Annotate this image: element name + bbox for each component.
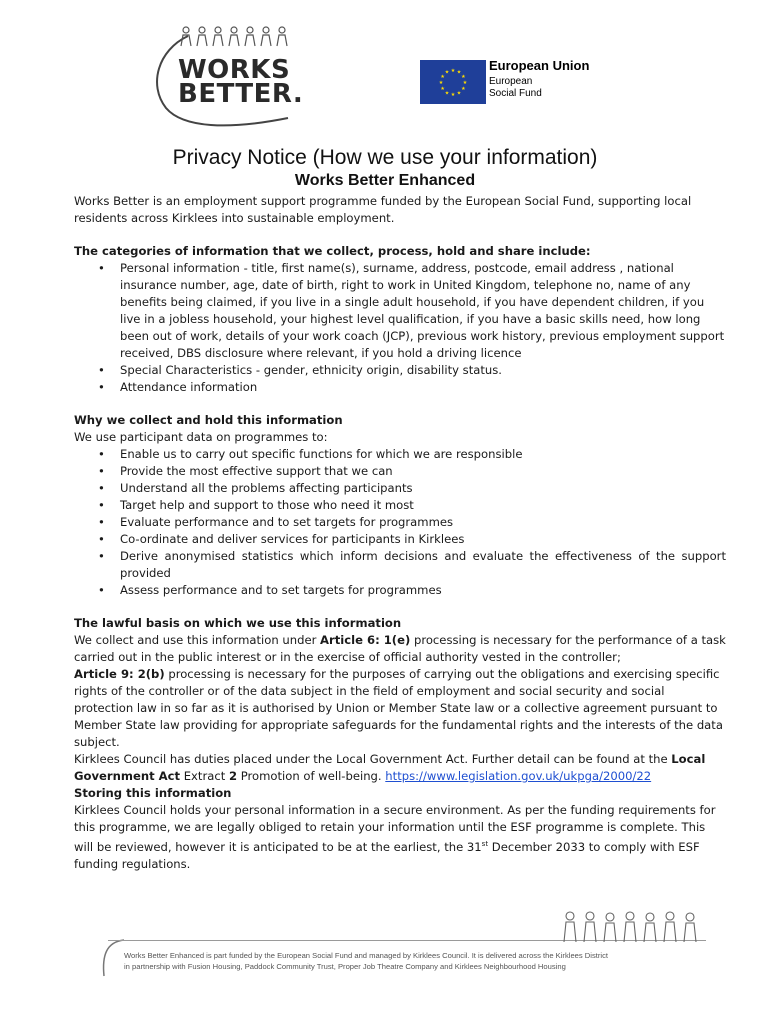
why-list (74, 446, 726, 599)
eu-social-fund-logo (420, 58, 620, 104)
footer-text: Works Better Enhanced is part funded by the European Social Fund and managed by Kirklees Council. It is delivered across the Kirklees District in partnership with Fusion Housing, Paddock Community Trust, Proper Job Theatre Company and Kirklees Neighbourhood Housing (124, 951, 608, 971)
eu-star-icon: ★ (461, 74, 466, 80)
list-item: • Target help and support to those who need it most (98, 498, 414, 512)
page-subtitle: Works Better Enhanced (294, 172, 476, 189)
lawful-heading: The lawful basis on which we use this information (74, 616, 402, 630)
eu-star-icon: ★ (440, 86, 445, 92)
eu-star-icon: ★ (462, 80, 468, 86)
list-item: • Assess performance and to set targets for programmes (98, 583, 442, 597)
eu-star-icon: ★ (444, 69, 450, 76)
list-item: • Provide the most effective support that we can (98, 464, 393, 478)
footer-people-icon (560, 910, 710, 944)
categories-list (74, 260, 726, 396)
eu-star-icon: ★ (461, 86, 466, 92)
notice-body (74, 193, 726, 873)
eu-star-icon: ★ (450, 68, 456, 74)
why-heading: Why we collect and hold this information (74, 413, 343, 427)
page-title: Privacy Notice (How we use your information) (172, 146, 598, 169)
works-better-logo (148, 22, 308, 130)
eu-fund-name: European Social Fund (489, 76, 542, 99)
people-silhouettes-icon (178, 26, 293, 48)
eu-flag-icon (420, 60, 486, 104)
list-item: • Personal information - title, first name(s), surname, address, postcode, email address , national insurance number, age, date of birth, right to work in United Kingdom, telephone no, name of any benefits being claimed, if you live in a single adult household, if you have dependent children, if you live in a jobless household, your highest level qualification, if you have a basic skills need, how long been out of work, details of your work coach (JCP), previous work history, previous employment support received, DBS disclosure where relevant, if you hold a driving licence (98, 261, 725, 360)
list-item: • Co-ordinate and deliver services for participants in Kirklees (98, 532, 465, 546)
lawful-paragraph-1: We collect and use this information under Article 6: 1(e) processing is necessary for the performance of a task carried out in the public interest or in the exercise of official authority vested in the controller; (74, 633, 726, 664)
legislation-link[interactable]: https://www.legislation.gov.uk/ukpga/2000/22 (385, 769, 652, 783)
list-item: • Attendance information (98, 380, 258, 394)
intro-paragraph: Works Better is an employment support programme funded by the European Social Fund, supporting local residents across Kirklees into sustainable employment. (74, 194, 692, 225)
storing-heading: Storing this information (74, 786, 232, 800)
list-item: • Evaluate performance and to set targets for programmes (98, 515, 454, 529)
works-better-wordmark: WORKS BETTER. (178, 55, 304, 109)
lawful-paragraph-3: Kirklees Council has duties placed under the Local Government Act. Further detail can be found at the Local Government Act Extract 2 Promotion of well-being. https://www.legislation.gov.uk/ukpga/2000/22 (74, 752, 706, 783)
footer-swoosh-icon (96, 936, 126, 978)
eu-star-icon: ★ (456, 69, 462, 76)
eu-star-icon: ★ (444, 90, 450, 97)
eu-star-icon: ★ (456, 90, 462, 97)
eu-star-icon: ★ (450, 92, 456, 98)
why-lead: We use participant data on programmes to: (74, 430, 328, 444)
list-item: • Enable us to carry out specific functions for which we are responsible (98, 447, 523, 461)
eu-star-icon: ★ (440, 74, 445, 80)
storing-paragraph: Kirklees Council holds your personal information in a secure environment. As per the funding requirements for this programme, we are legally obliged to retain your information until the ESF programme is complete. This will be reviewed, however it is anticipated to be at the earliest, the 31st December 2033 to comply with ESF funding regulations. (74, 803, 716, 871)
lawful-paragraph-2: Article 9: 2(b) processing is necessary for the purposes of carrying out the obligations and exercising specific rights of the controller or of the data subject in the field of employment and social security and social protection law in so far as it is authorised by Union or Member State law or a collective agreement pursuant to Member State law providing for appropriate safeguards for the fundamental rights and the interests of the data subject. (74, 667, 723, 749)
list-item: • Special Characteristics - gender, ethnicity origin, disability status. (98, 363, 502, 377)
eu-star-icon: ★ (438, 80, 444, 86)
eu-name: European Union (489, 58, 590, 73)
list-item: • Understand all the problems affecting participants (98, 481, 413, 495)
list-item: • Derive anonymised statistics which inform decisions and evaluate the effectiveness of the support provided (98, 549, 726, 580)
categories-heading: The categories of information that we collect, process, hold and share include: (74, 244, 591, 258)
